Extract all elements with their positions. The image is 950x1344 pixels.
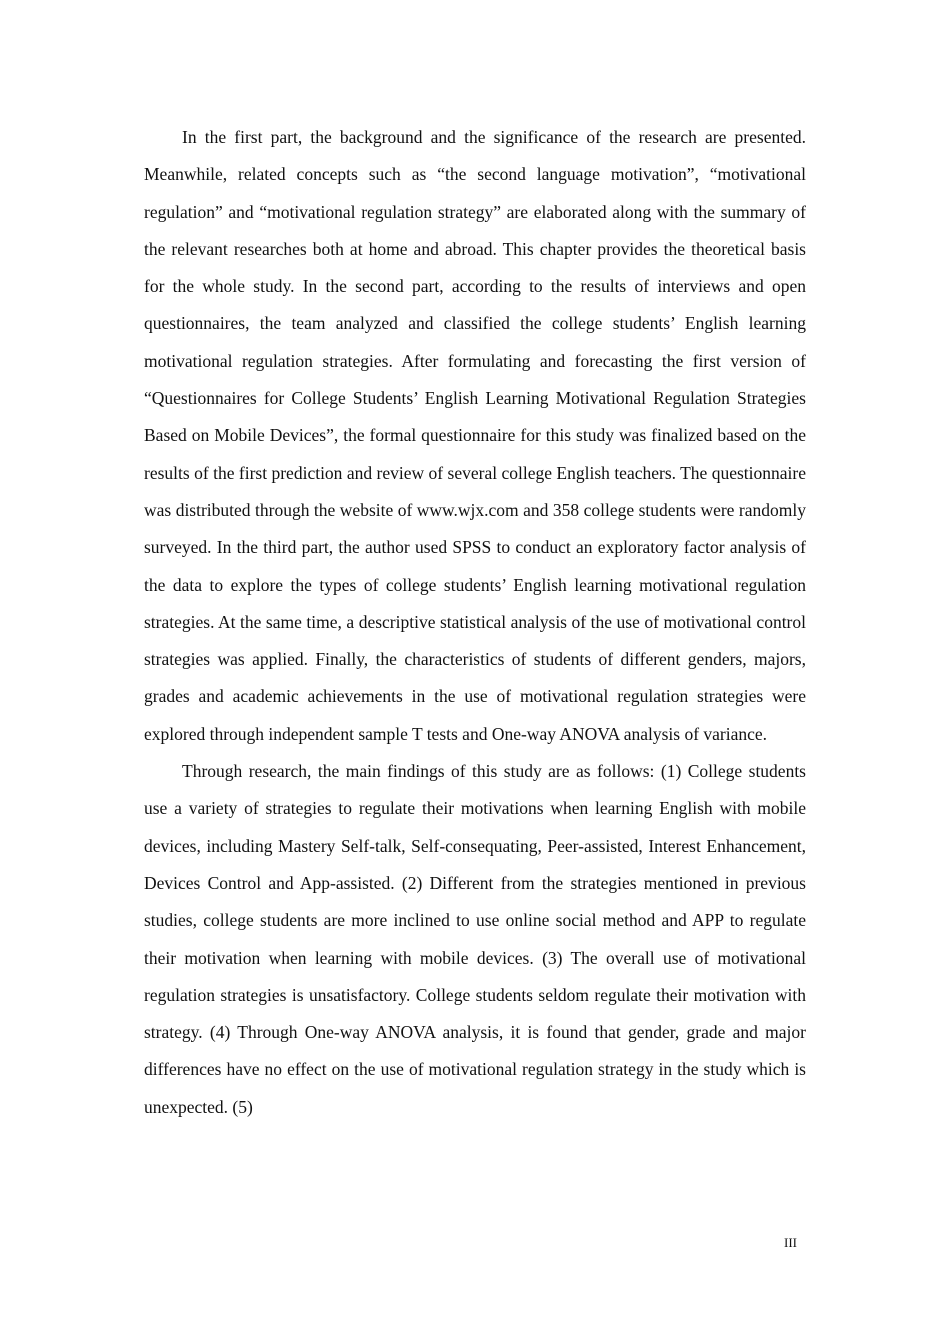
page-number: III	[784, 1235, 797, 1250]
body-text	[144, 119, 806, 1126]
paragraph-research-parts: In the first part, the background and the significance of the research are presented. Meanwhile, related concepts such as “the second language motivation”, “motivational regulation” and “motivational regulation strategy” are elaborated along with the summary of the relevant researches both at home and abroad. This chapter provides the theoretical basis for the whole study. In the second part, according to the results of interviews and open questionnaires, the team analyzed and classified the college students’ English learning motivational regulation strategies. After formulating and forecasting the first version of “Questionnaires for College Students’ English Learning Motivational Regulation Strategies Based on Mobile Devices”, the formal questionnaire for this study was finalized based on the results of the first prediction and review of several college English teachers. The questionnaire was distributed through the website of www.wjx.com and 358 college students were randomly surveyed. In the third part, the author used SPSS to conduct an exploratory factor analysis of the data to explore the types of college students’ English learning motivational regulation strategies. At the same time, a descriptive statistical analysis of the use of motivational control strategies was applied. Finally, the characteristics of students of different genders, majors, grades and academic achievements in the use of motivational regulation strategies were explored through independent sample T tests and One-way ANOVA analysis of variance.	[144, 127, 806, 744]
paragraph-main-findings: Through research, the main findings of this study are as follows: (1) College students use a variety of strategies to regulate their motivations when learning English with mobile devices, including Mastery Self-talk, Self-consequating, Peer-assisted, Interest Enhancement, Devices Control and App-assisted. (2) Different from the strategies mentioned in previous studies, college students are more inclined to use online social method and APP to regulate their motivation when learning with mobile devices. (3) The overall use of motivational regulation strategies is unsatisfactory. College students seldom regulate their motivation with strategy. (4) Through One-way ANOVA analysis, it is found that gender, grade and major differences have no effect on the use of motivational regulation strategy in the study which is unexpected. (5)	[144, 761, 806, 1117]
